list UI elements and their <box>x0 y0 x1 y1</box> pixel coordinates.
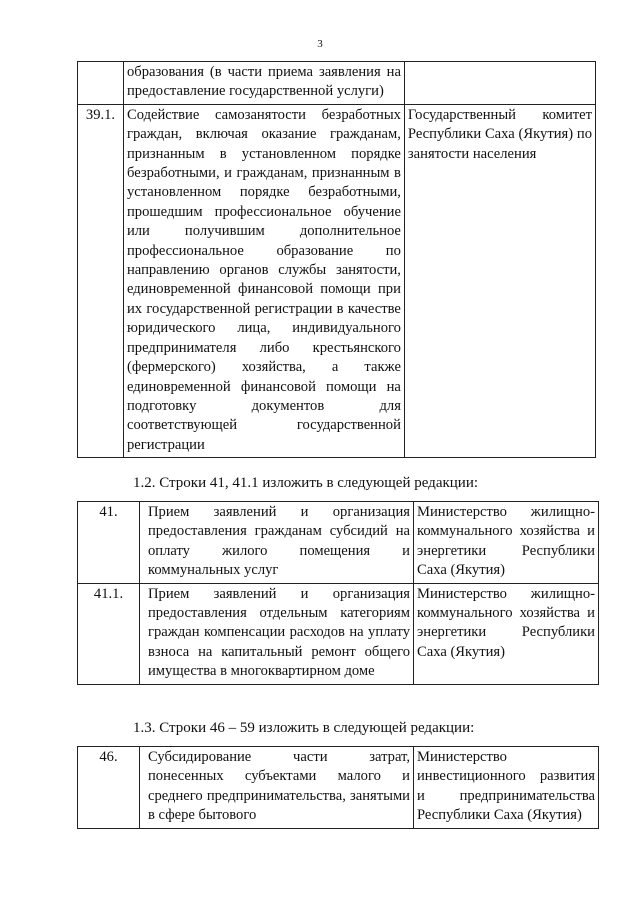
service-description: образования (в части приема заявления на предоставление государственной услуги) <box>123 62 404 105</box>
row-number: 41.1. <box>78 583 140 684</box>
row-number <box>78 62 124 105</box>
row-number: 41. <box>78 502 140 584</box>
responsible-agency: Государственный комитет Республики Саха (Якутия) по занятости населения <box>404 104 595 457</box>
service-description: Содействие самозанятости безработных граждан, включая оказание гражданам, признанным в установленном порядке безработными, и гражданам, признанным в установленном порядке безработными, прошедшим профессиональное обучение или получившим дополнительное профессиональное образование по направлению органов службы занятости, единовременной финансовой помощи при их государственной регистрации в качестве юридического лица, индивидуального предпринимателя либо крестьянского (фермерского) хозяйства, а также единовременной финансовой помощи на подготовку документов для соответствующей государственной регистрации <box>123 104 404 457</box>
services-table-3 <box>77 746 599 829</box>
responsible-agency: Министерство жилищно-коммунального хозяйства и энергетики Республики Саха (Якутия) <box>414 583 599 684</box>
paragraph-1-2: 1.2. Строки 41, 41.1 изложить в следующей редакции: <box>133 475 479 491</box>
services-table-1 <box>77 61 596 458</box>
row-number: 46. <box>78 747 140 829</box>
responsible-agency: Министерство инвестиционного развития и предпринимательства Республики Саха (Якутия) <box>414 747 599 829</box>
table-row <box>78 502 599 584</box>
responsible-agency <box>404 62 595 105</box>
table-row <box>78 104 596 457</box>
service-description: Прием заявлений и организация предоставления отдельным категориям граждан компенсации расходов на уплату взноса на капитальный ремонт общего имущества в многоквартирном доме <box>140 583 414 684</box>
service-description: Субсидирование части затрат, понесенных субъектами малого и среднего предпринимательства, занятыми в сфере бытового <box>140 747 414 829</box>
service-description: Прием заявлений и организация предоставления гражданам субсидий на оплату жилого помещения и коммунальных услуг <box>140 502 414 584</box>
page-number: 3 <box>317 38 323 50</box>
paragraph-1-3: 1.3. Строки 46 – 59 изложить в следующей редакции: <box>133 720 475 736</box>
table-row <box>78 583 599 684</box>
responsible-agency: Министерство жилищно-коммунального хозяйства и энергетики Республики Саха (Якутия) <box>414 502 599 584</box>
table-row <box>78 62 596 105</box>
services-table-2 <box>77 501 599 685</box>
row-number: 39.1. <box>78 104 124 457</box>
table-row <box>78 747 599 829</box>
